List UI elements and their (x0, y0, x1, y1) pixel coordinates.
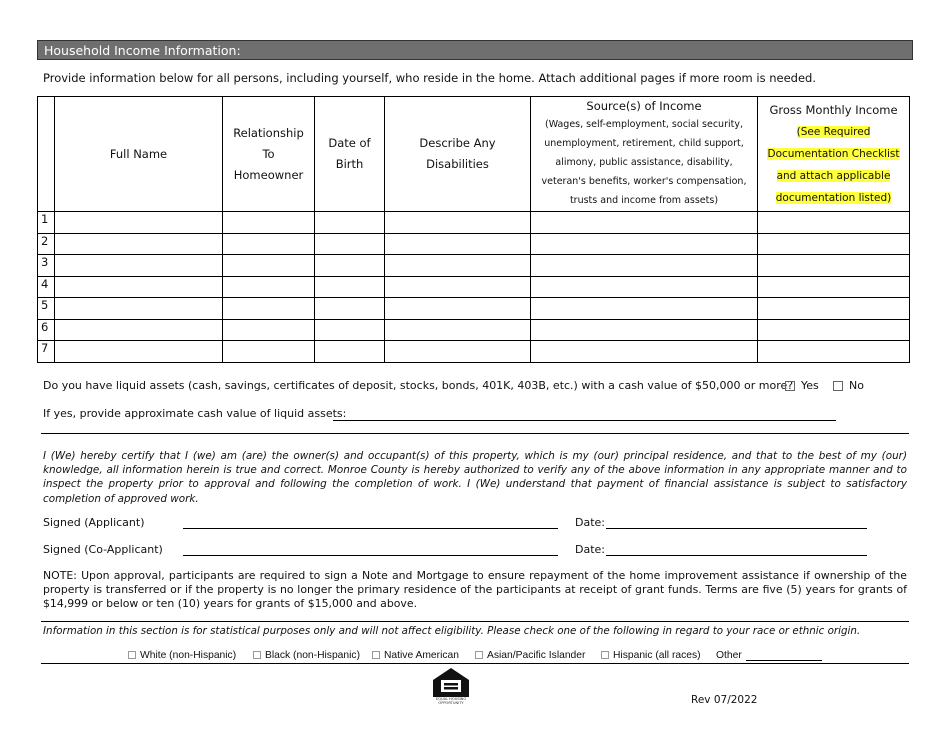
revision-label: Rev 07/2022 (691, 694, 758, 706)
race-option[interactable]: Asian/Pacific Islander (475, 650, 585, 661)
divider (41, 663, 909, 664)
gross-income-cell[interactable] (758, 255, 910, 277)
income-source-cell[interactable] (531, 276, 758, 298)
table-row (38, 298, 910, 320)
race-checkbox[interactable] (372, 651, 380, 659)
gross-income-cell[interactable] (758, 233, 910, 255)
gross-income-cell[interactable] (758, 212, 910, 234)
race-option[interactable]: Hispanic (all races) (601, 650, 701, 661)
income-source-cell[interactable] (531, 298, 758, 320)
relationship-cell[interactable] (223, 298, 315, 320)
race-option[interactable]: Native American (372, 650, 459, 661)
race-option[interactable]: White (non-Hispanic) (128, 650, 236, 661)
relationship-cell[interactable] (223, 341, 315, 363)
full-name-header: Full Name (55, 97, 223, 212)
table-row (38, 276, 910, 298)
gross-income-cell[interactable] (758, 341, 910, 363)
dob-cell[interactable] (315, 319, 385, 341)
income-source-header: Source(s) of Income (Wages, self-employment, social security, unemployment, retirement, child support, alimony, public assistance, disability, veteran's benefits, worker's compensation, trusts and income from assets) (531, 97, 758, 212)
gross-income-cell[interactable] (758, 276, 910, 298)
yes-checkbox[interactable] (785, 381, 795, 391)
gross-income-cell[interactable] (758, 298, 910, 320)
disabilities-cell[interactable] (385, 255, 531, 277)
race-checkbox[interactable] (475, 651, 483, 659)
relationship-cell[interactable] (223, 276, 315, 298)
co-applicant-date-field[interactable] (606, 555, 867, 556)
race-option[interactable]: Black (non-Hispanic) (253, 650, 360, 661)
yes-option[interactable] (785, 379, 819, 392)
no-label: No (849, 379, 864, 392)
disabilities-cell[interactable] (385, 212, 531, 234)
dob-cell[interactable] (315, 341, 385, 363)
gross-income-cell[interactable] (758, 319, 910, 341)
equal-housing-caption: EQUAL HOUSING OPPORTUNITY (435, 697, 467, 705)
income-source-cell[interactable] (531, 319, 758, 341)
table-row (38, 319, 910, 341)
co-applicant-signature-label: Signed (Co-Applicant) (43, 543, 163, 556)
no-checkbox[interactable] (833, 381, 843, 391)
yes-label: Yes (801, 379, 819, 392)
note-text: NOTE: Upon approval, participants are required to sign a Note and Mortgage to ensure repayment of the home improvement assistance if ownership of the property is transferred or if the property is no longer the primary residence of the participants at receipt of grant funds. Terms are five (5) years for grants of $14,999 or below or ten (10) years for grants of $15,000 and above. (43, 569, 907, 610)
liquid-assets-question: Do you have liquid assets (cash, savings, certificates of deposit, stocks, bonds, 401K, 403B, etc.) with a cash value of $50,000 or more? (43, 379, 794, 392)
date-of-birth-header: Date of Birth (315, 97, 385, 212)
disabilities-header: Describe Any Disabilities (385, 97, 531, 212)
race-other-field[interactable] (746, 660, 822, 661)
row-number: 5 (38, 298, 55, 320)
row-number: 1 (38, 212, 55, 234)
disabilities-cell[interactable] (385, 276, 531, 298)
co-applicant-signature-field[interactable] (183, 555, 558, 556)
table-row (38, 212, 910, 234)
applicant-signature-field[interactable] (183, 528, 558, 529)
dob-cell[interactable] (315, 276, 385, 298)
relationship-cell[interactable] (223, 212, 315, 234)
co-applicant-date-label: Date: (575, 543, 605, 556)
table-row (38, 255, 910, 277)
intro-text: Provide information below for all persons, including yourself, who reside in the home. Attach additional pages if more room is needed. (43, 71, 816, 85)
disabilities-cell[interactable] (385, 319, 531, 341)
gross-monthly-income-header: Gross Monthly Income (See Required Documentation Checklist and attach applicable documentation listed) (758, 97, 910, 212)
applicant-date-label: Date: (575, 516, 605, 529)
race-other-label: Other (716, 650, 742, 661)
certification-text: I (We) hereby certify that I (we) am (are) the owner(s) and occupant(s) of this property, which is my (our) principal residence, and that to the best of my (our) knowledge, all information herein is true and correct. Monroe County is hereby authorized to verify any of the above information in any appropriate manner and to inspect the property prior to approval and following the completion of work. I (We) understand that payment of financial assistance is subject to satisfactory completion of approved work. (43, 450, 907, 505)
table-row (38, 341, 910, 363)
relationship-header: Relationship To Homeowner (223, 97, 315, 212)
full-name-cell[interactable] (55, 276, 223, 298)
income-source-cell[interactable] (531, 341, 758, 363)
full-name-cell[interactable] (55, 233, 223, 255)
full-name-cell[interactable] (55, 255, 223, 277)
liquid-assets-value-label: If yes, provide approximate cash value of liquid assets: (43, 407, 347, 420)
statistics-text: Information in this section is for statistical purposes only and will not affect eligibility. Please check one of the following in regard to your race or ethnic origin. (43, 625, 861, 637)
row-number: 2 (38, 233, 55, 255)
full-name-cell[interactable] (55, 319, 223, 341)
disabilities-cell[interactable] (385, 233, 531, 255)
divider (41, 621, 909, 622)
row-number: 4 (38, 276, 55, 298)
income-source-cell[interactable] (531, 212, 758, 234)
race-checkbox[interactable] (128, 651, 136, 659)
no-option[interactable] (833, 379, 864, 392)
full-name-cell[interactable] (55, 298, 223, 320)
full-name-cell[interactable] (55, 212, 223, 234)
relationship-cell[interactable] (223, 319, 315, 341)
applicant-signature-label: Signed (Applicant) (43, 516, 145, 529)
row-number: 7 (38, 341, 55, 363)
income-source-cell[interactable] (531, 255, 758, 277)
row-number: 3 (38, 255, 55, 277)
dob-cell[interactable] (315, 233, 385, 255)
divider (41, 433, 909, 434)
household-income-table (37, 96, 910, 363)
relationship-cell[interactable] (223, 233, 315, 255)
dob-cell[interactable] (315, 298, 385, 320)
row-number-header (38, 97, 55, 212)
dob-cell[interactable] (315, 255, 385, 277)
income-source-cell[interactable] (531, 233, 758, 255)
full-name-cell[interactable] (55, 341, 223, 363)
dob-cell[interactable] (315, 212, 385, 234)
row-number: 6 (38, 319, 55, 341)
section-header: Household Income Information: (37, 40, 913, 60)
race-checkbox[interactable] (601, 651, 609, 659)
race-checkbox[interactable] (253, 651, 261, 659)
disabilities-cell[interactable] (385, 341, 531, 363)
applicant-date-field[interactable] (606, 528, 867, 529)
disabilities-cell[interactable] (385, 298, 531, 320)
relationship-cell[interactable] (223, 255, 315, 277)
liquid-assets-value-field[interactable] (333, 420, 836, 421)
table-row (38, 233, 910, 255)
